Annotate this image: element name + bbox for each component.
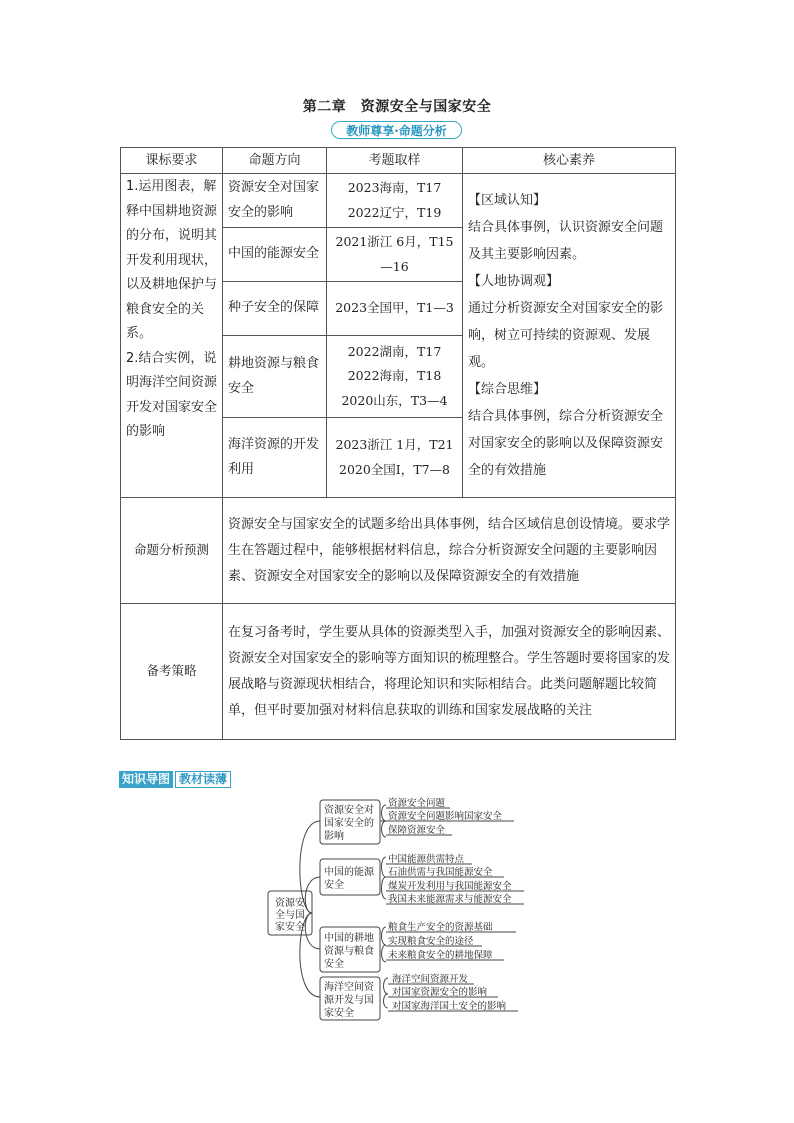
literacy-heading: 【人地协调观】 bbox=[468, 274, 560, 289]
mindmap-leaf: 保障资源安全 bbox=[388, 825, 446, 836]
mindmap-leaf: 粮食生产安全的资源基础 bbox=[388, 922, 493, 933]
mindmap-root-line: 资源安 bbox=[275, 898, 305, 909]
sample-item: 2023全国甲，T1—3 bbox=[335, 300, 454, 316]
mindmap-leaf: 我国未来能源需求与能源安全 bbox=[388, 894, 512, 905]
sample-item: 2021浙江 6月，T15—16 bbox=[335, 234, 454, 274]
mindmap-leaf: 未来粮食安全的耕地保障 bbox=[388, 950, 493, 961]
prediction-text: 资源安全与国家安全的试题多给出具体事例，结合区域信息创设情境。要求学生在答题过程中，能够根据材料信息，综合分析资源安全问题的主要影响因素、资源安全对国家安全的影响以及保障资源安全的有效措施 bbox=[223, 498, 676, 604]
mindmap-leaf: 实现粮食安全的途径 bbox=[388, 936, 474, 947]
mindmap-leaf: 对国家海洋国土安全的影响 bbox=[392, 1001, 507, 1012]
header-literacy: 核心素养 bbox=[463, 148, 676, 174]
literacy-text: 结合具体事例，认识资源安全问题及其主要影响因素。 bbox=[468, 220, 664, 262]
chapter-title: 第二章 资源安全与国家安全 bbox=[302, 99, 492, 115]
mindmap-branch-line: 国家安全的 bbox=[324, 818, 374, 829]
mindmap-leaf: 对国家资源安全的影响 bbox=[392, 987, 488, 998]
knowledge-mindmap bbox=[262, 797, 534, 1022]
table-row bbox=[121, 498, 676, 604]
core-literacy-cell bbox=[463, 174, 676, 498]
mindmap-branch-line: 家安全 bbox=[324, 1008, 354, 1019]
mindmap-leaf: 石油供需与我国能源安全 bbox=[388, 867, 493, 878]
samples-cell bbox=[327, 282, 463, 336]
table-row bbox=[121, 604, 676, 740]
table-row bbox=[121, 174, 676, 228]
literacy-heading: 【区域认知】 bbox=[468, 193, 547, 208]
mindmap-branch-line: 中国的能源 bbox=[324, 867, 374, 878]
mindmap-bracket bbox=[384, 978, 389, 1008]
table-header-row bbox=[121, 148, 676, 174]
mindmap-connector bbox=[305, 877, 320, 913]
sample-item: 2022湖南，T17 bbox=[347, 343, 442, 359]
mindmap-leaf: 中国能源供需特点 bbox=[388, 854, 465, 865]
header-standards: 课标要求 bbox=[121, 148, 223, 174]
literacy-text: 通过分析资源安全对国家安全的影响，树立可持续的资源观、发展观。 bbox=[468, 301, 664, 370]
mindmap-bracket bbox=[382, 857, 387, 899]
samples-cell bbox=[327, 336, 463, 418]
mindmap-bracket bbox=[382, 927, 387, 962]
direction-cell: 海洋资源的开发利用 bbox=[223, 418, 327, 498]
mindmap-branch-line: 中国的耕地 bbox=[324, 933, 374, 944]
mindmap-branch-line: 资源安全对 bbox=[324, 805, 374, 816]
strategy-label: 备考策略 bbox=[121, 604, 223, 740]
mindmap-header bbox=[119, 771, 231, 788]
header-samples: 考题取样 bbox=[327, 148, 463, 174]
sample-item: 2023海南，T17 bbox=[347, 180, 442, 195]
mindmap-branch-line: 安全 bbox=[324, 880, 344, 891]
sample-item: 2020山东，T3—4 bbox=[341, 392, 448, 408]
samples-cell bbox=[327, 418, 463, 498]
strategy-text: 在复习备考时，学生要从具体的资源类型入手，加强对资源安全的影响因素、资源安全对国家安全的影响等方面知识的梳理整合。学生答题时要将国家的发展战略与资源现状相结合，将理论知识和实际相结合。此类问题解题比较简单，但平时要加强对材料信息获取的训练和国家发展战略的关注 bbox=[223, 604, 676, 740]
literacy-text: 结合具体事例，综合分析资源安全对国家安全的影响以及保障资源安全的有效措施 bbox=[468, 409, 664, 478]
direction-cell: 种子安全的保障 bbox=[223, 282, 327, 336]
direction-cell: 耕地资源与粮食安全 bbox=[223, 336, 327, 418]
direction-cell: 资源安全对国家安全的影响 bbox=[223, 174, 327, 228]
mindmap-branch-line: 源开发与国 bbox=[324, 995, 374, 1006]
sample-item: 2020全国Ⅰ，T7—8 bbox=[339, 461, 450, 477]
mindmap-leaf: 海洋空间资源开发 bbox=[392, 974, 469, 985]
samples-cell bbox=[327, 228, 463, 282]
sample-item: 2023浙江 1月，T21 bbox=[335, 437, 454, 452]
mindmap-leaf: 资源安全问题影响国家安全 bbox=[388, 811, 503, 822]
knowledge-map-tag: 知识导图 bbox=[119, 771, 173, 788]
mindmap-leaf: 煤炭开发利用与我国能源安全 bbox=[388, 881, 512, 892]
teacher-analysis-badge: 教师尊享·命题分析 bbox=[331, 121, 462, 139]
mindmap-branch-line: 海洋空间资 bbox=[324, 982, 374, 993]
sample-item: 2022海南，T18 bbox=[347, 368, 442, 384]
textbook-tag: 教材读薄 bbox=[175, 771, 231, 788]
direction-cell: 中国的能源安全 bbox=[223, 228, 327, 282]
sample-item: 2022辽宁，T19 bbox=[347, 204, 442, 220]
exam-analysis-table bbox=[120, 147, 676, 740]
header-direction: 命题方向 bbox=[223, 148, 327, 174]
mindmap-branch-line: 安全 bbox=[324, 959, 344, 970]
mindmap-leaf: 资源安全问题 bbox=[388, 798, 446, 809]
mindmap-bracket bbox=[380, 805, 386, 837]
mindmap-root-line: 全与国 bbox=[275, 910, 305, 921]
course-standards-cell: 1.运用图表，解释中国耕地资源的分布，说明其开发利用现状，以及耕地保护与粮食安全的关系。 2.结合实例，说明海洋空间资源开发对国家安全的影响 bbox=[121, 174, 223, 498]
mindmap-root-line: 家安全 bbox=[275, 922, 305, 933]
prediction-label: 命题分析预测 bbox=[121, 498, 223, 604]
mindmap-branch-line: 影响 bbox=[324, 831, 344, 842]
literacy-heading: 【综合思维】 bbox=[468, 382, 547, 397]
mindmap-branch-line: 资源与粮食 bbox=[324, 946, 374, 957]
mindmap-connector bbox=[305, 913, 320, 949]
samples-cell bbox=[327, 174, 463, 228]
